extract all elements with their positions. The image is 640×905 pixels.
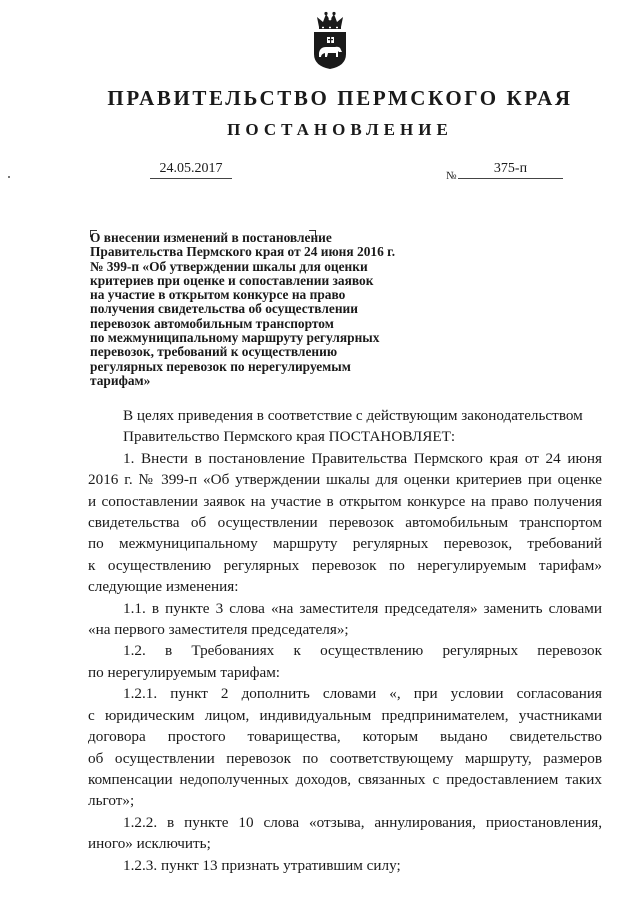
body-line: 1.1. в пункте 3 слова «на заместителя председателя» заменить словами	[123, 599, 602, 617]
subject-line: О внесении изменений в постановление	[90, 230, 332, 245]
body-line: 1.2. в Требованиях к осуществлению регулярных перевозок	[123, 642, 602, 660]
body-line: Правительство Пермского края ПОСТАНОВЛЯЕТ:	[123, 428, 456, 446]
body-line: иного» исключить;	[88, 835, 211, 853]
subject-line: по межмуниципальному маршруту регулярных	[90, 330, 380, 346]
government-title: ПРАВИТЕЛЬСТВО ПЕРМСКОГО КРАЯ	[107, 86, 573, 110]
body-line: 2016 г. № 399-п «Об утверждении шкалы для оценки критериев при оценке	[88, 471, 602, 489]
body-line: 1.2.1. пункт 2 дополнить словами «, при условии согласования	[123, 685, 602, 703]
body-line: к осуществлению регулярных перевозок по нерегулируемым тарифам»	[88, 556, 602, 574]
body-line: компенсации недополученных доходов, связанных с предоставлением таких	[88, 770, 602, 788]
subject-line: перевозок, требований к осуществлению	[90, 344, 338, 360]
subject-line: на участие в открытом конкурсе на право	[90, 287, 346, 303]
document-type: ПОСТАНОВЛЕНИЕ	[227, 120, 453, 139]
subject-line: перевозок автомобильным транспортом	[90, 315, 334, 331]
number-sign: №	[446, 170, 457, 182]
subject-line: тарифам»	[90, 372, 151, 388]
body-line: 1. Внести в постановление Правительства Пермского края от 24 июня	[123, 449, 602, 467]
body-line: договора простого товарищества, которым выдано свидетельство	[88, 728, 602, 746]
document-subject	[90, 231, 430, 388]
subject-line: критериев при оценке и сопоставлении заявок	[90, 272, 374, 288]
body-line: 1.2.2. в пункте 10 слова «отзыва, аннулирования, приостановления,	[123, 813, 602, 831]
document-number: 375-п	[458, 161, 563, 179]
margin-mark	[8, 176, 10, 178]
document-body	[88, 405, 602, 876]
body-line: 1.2.3. пункт 13 признать утратившим силу;	[123, 856, 401, 874]
body-line: с юридическим лицом, индивидуальным предпринимателем, участниками	[88, 706, 602, 724]
document-date: 24.05.2017	[150, 161, 232, 179]
body-line: по межмуниципальному маршруту регулярных перевозок, требований	[88, 535, 602, 553]
subject-line: № 399-п «Об утверждении шкалы для оценки	[90, 258, 368, 274]
body-line: «на первого заместителя председателя»;	[88, 621, 349, 639]
body-line: по нерегулируемым тарифам:	[88, 663, 281, 681]
body-line: и сопоставлении заявок на участие в открытом конкурсе на право получения	[88, 492, 602, 510]
perm-krai-coat-of-arms-icon	[311, 10, 349, 70]
body-line: следующие изменения:	[88, 578, 239, 596]
body-line: В целях приведения в соответствие с действующим законодательством	[123, 407, 583, 424]
body-line: свидетельства об осуществлении перевозок автомобильным транспортом	[88, 514, 602, 532]
subject-line: регулярных перевозок по нерегулируемым	[90, 358, 351, 374]
body-line: льгот»;	[88, 792, 135, 810]
subject-line: Правительства Пермского края от 24 июня 2016 г.	[90, 244, 396, 260]
subject-line: получения свидетельства об осуществлении	[90, 301, 358, 317]
body-line: об осуществлении перевозок по соответствующему маршруту, размеров	[88, 749, 602, 767]
